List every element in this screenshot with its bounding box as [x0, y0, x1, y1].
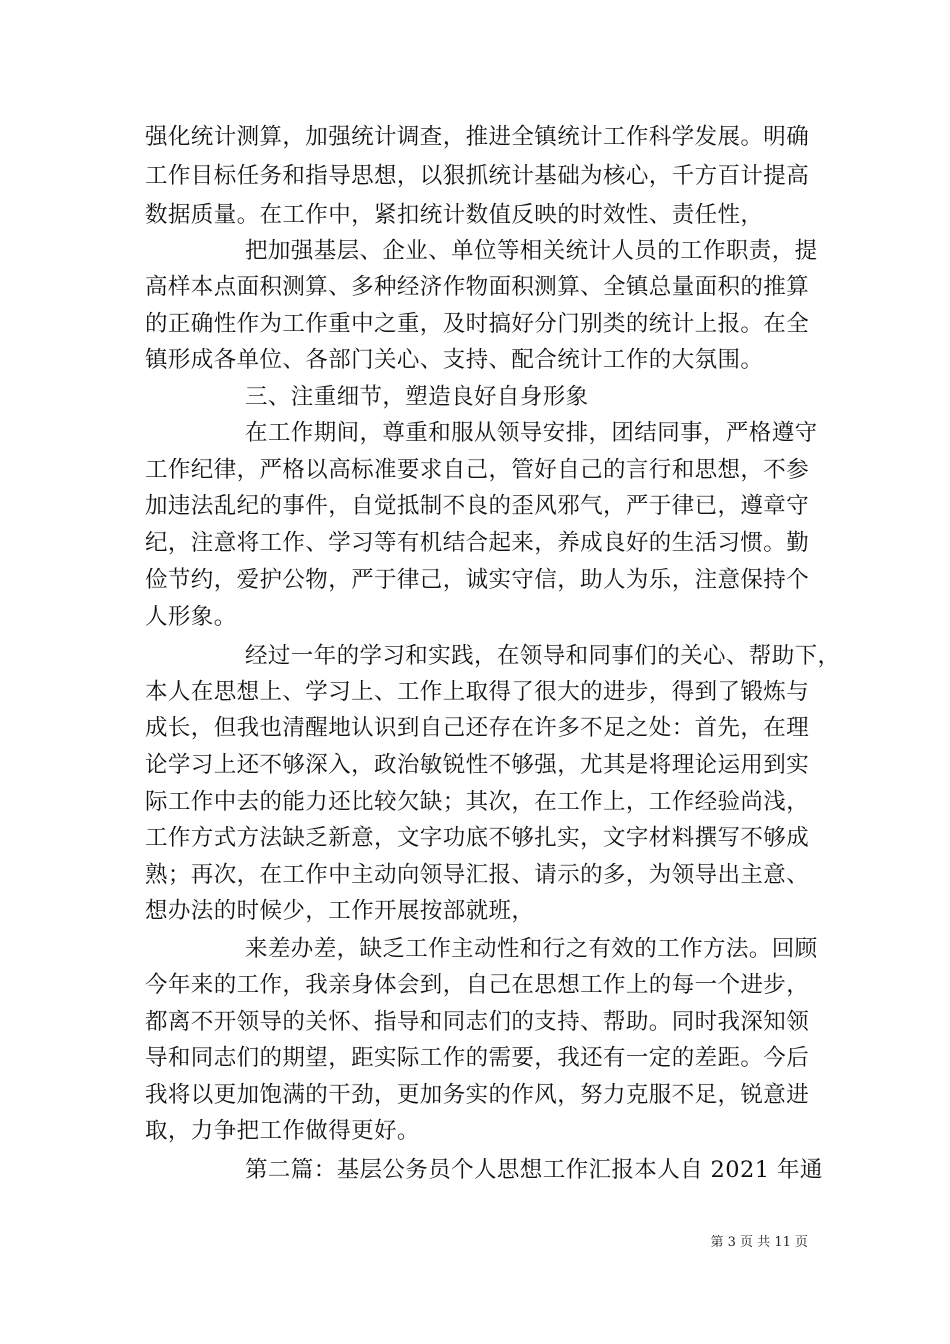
text-line: 把加强基层、企业、单位等相关统计人员的工作职责，提: [245, 238, 818, 264]
text-line: 成长，但我也清醒地认识到自己还存在许多不足之处：首先，在理: [145, 715, 810, 741]
text-line: 俭节约，爱护公物，严于律己，诚实守信，助人为乐，注意保持个: [145, 567, 810, 593]
text-line: 本人在思想上、学习上、工作上取得了很大的进步，得到了锻炼与: [145, 679, 810, 705]
text-line: 际工作中去的能力还比较欠缺；其次，在工作上，工作经验尚浅，: [145, 789, 810, 815]
text-line: 工作纪律，严格以高标准要求自己，管好自己的言行和思想，不参: [145, 457, 810, 483]
text-line: 导和同志们的期望，距实际工作的需要，我还有一定的差距。今后: [145, 1045, 810, 1071]
text-line: 加违法乱纪的事件，自觉抵制不良的歪风邪气，严于律已，遵章守: [145, 493, 810, 519]
text-line: 都离不开领导的关怀、指导和同志们的支持、帮助。同时我深知领: [145, 1009, 810, 1035]
text-line: 工作方式方法缺乏新意，文字功底不够扎实，文字材料撰写不够成: [145, 825, 810, 851]
text-line: 熟；再次，在工作中主动向领导汇报、请示的多，为领导出主意、: [145, 862, 810, 888]
text-line: 人形象。: [145, 604, 237, 630]
text-line: 想办法的时候少，工作开展按部就班，: [145, 898, 535, 924]
text-line: 的正确性作为工作重中之重，及时搞好分门别类的统计上报。在全: [145, 311, 810, 337]
text-line: 我将以更加饱满的干劲，更加务实的作风，努力克服不足，锐意进: [145, 1082, 810, 1108]
text-line: 经过一年的学习和实践，在领导和同事们的关心、帮助下，: [245, 643, 841, 669]
text-line: 镇形成各单位、各部门关心、支持、配合统计工作的大氛围。: [145, 347, 764, 373]
text-line: 高样本点面积测算、多种经济作物面积测算、全镇总量面积的推算: [145, 274, 810, 300]
text-line: 取，力争把工作做得更好。: [145, 1118, 420, 1144]
text-line: 强化统计测算，加强统计调查，推进全镇统计工作科学发展。明确: [145, 124, 810, 150]
text-line: 工作目标任务和指导思想，以狠抓统计基础为核心，千方百计提高: [145, 163, 810, 189]
text-line: 在工作期间，尊重和服从领导安排，团结同事，严格遵守: [245, 420, 818, 446]
page-number-footer: 第 3 页 共 11 页: [710, 1235, 808, 1250]
text-line: 今年来的工作，我亲身体会到，自己在思想工作上的每一个进步，: [145, 972, 810, 998]
text-line: 来差办差，缺乏工作主动性和行之有效的工作方法。回顾: [245, 936, 818, 962]
section-heading: 三、注重细节，塑造良好自身形象: [245, 384, 589, 410]
text-line: 论学习上还不够深入，政治敏锐性不够强，尤其是将理论运用到实: [145, 752, 810, 778]
text-line: 数据质量。在工作中，紧扣统计数值反映的时效性、责任性，: [145, 202, 764, 228]
text-line: 第二篇：基层公务员个人思想工作汇报本人自 2021 年通: [245, 1157, 823, 1183]
text-line: 纪，注意将工作、学习等有机结合起来，养成良好的生活习惯。勤: [145, 530, 810, 556]
